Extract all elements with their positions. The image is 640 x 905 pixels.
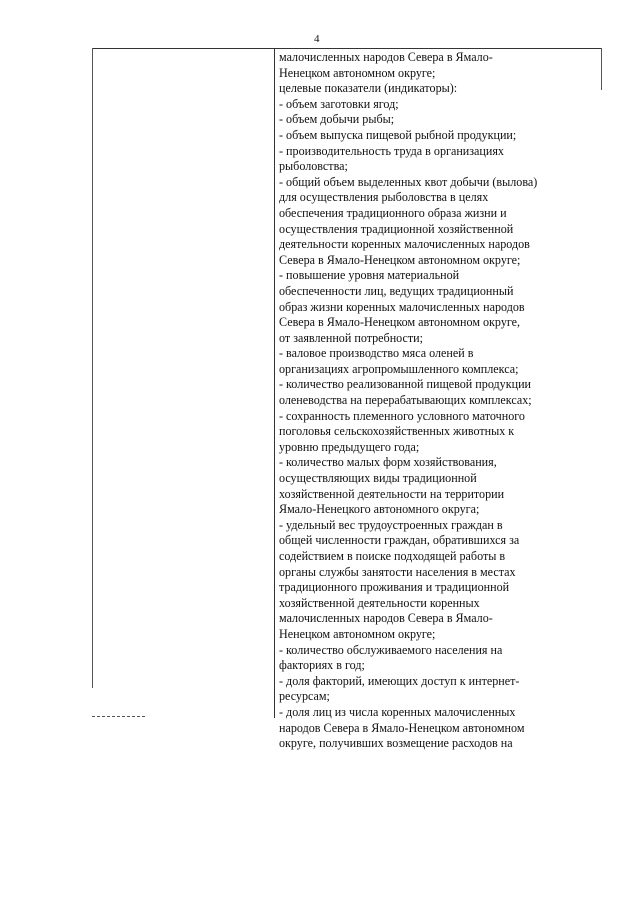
table-left-border <box>92 48 93 688</box>
text-line: Ненецком автономном округе; <box>279 65 436 80</box>
table-top-border <box>92 48 602 49</box>
text-line: округе, получивших возмещение расходов на <box>279 736 513 751</box>
text-line: обеспеченности лиц, ведущих традиционный <box>279 283 514 298</box>
text-line: органы службы занятости населения в местах <box>279 564 516 579</box>
text-line: - доля лиц из числа коренных малочисленных <box>279 704 516 719</box>
table-column-divider <box>274 48 275 718</box>
text-line: - объем добычи рыбы; <box>279 112 395 127</box>
text-line: - объем заготовки ягод; <box>279 96 399 111</box>
text-line: содействием в поиске подходящей работы в <box>279 549 506 563</box>
text-line: - валовое производство мяса оленей в <box>279 346 474 361</box>
text-line: организациях агропромышленного комплекса; <box>279 361 519 376</box>
text-line: для осуществления рыболовства в целях <box>279 190 489 205</box>
text-line: рыболовства; <box>279 159 348 174</box>
text-line: обеспечения традиционного образа жизни и <box>279 205 507 220</box>
text-line: осуществляющих виды традиционной <box>279 471 477 486</box>
text-line: поголовья сельскохозяйственных животных к <box>279 424 515 439</box>
text-line: Севера в Ямало-Ненецком автономном округе, <box>279 315 521 330</box>
text-line: хозяйственной деятельности коренных <box>279 595 480 610</box>
indicators-text-cell <box>279 50 601 752</box>
text-line: - объем выпуска пищевой рыбной продукции; <box>279 127 517 142</box>
text-line: - количество обслуживаемого населения на <box>279 642 503 657</box>
text-line: факториях в год; <box>279 658 365 673</box>
text-line: - количество реализованной пищевой продукции <box>279 377 532 392</box>
text-line: традиционного проживания и традиционной <box>279 580 510 595</box>
text-line: осуществления традиционной хозяйственной <box>279 221 514 236</box>
text-line: уровню предыдущего года; <box>279 439 420 454</box>
text-line: от заявленной потребности; <box>279 330 424 345</box>
table-right-border <box>601 48 602 90</box>
text-line: общей численности граждан, обратившихся за <box>279 533 520 548</box>
text-line: - общий объем выделенных квот добычи (вылова) <box>279 174 538 189</box>
text-line: деятельности коренных малочисленных народов <box>279 237 530 252</box>
text-line: целевые показатели (индикаторы): <box>279 81 458 96</box>
text-line: оленеводства на перерабатывающих комплексах; <box>279 393 532 408</box>
text-line: ресурсам; <box>279 689 330 704</box>
text-line: - производительность труда в организациях <box>279 143 504 158</box>
text-line: Ямало-Ненецкого автономного округа; <box>279 502 480 517</box>
text-line: - повышение уровня материальной <box>279 268 460 283</box>
text-line: малочисленных народов Севера в Ямало- <box>279 611 493 626</box>
text-line: Севера в Ямало-Ненецком автономном округе; <box>279 252 521 267</box>
text-line: хозяйственной деятельности на территории <box>279 486 505 501</box>
text-line: - удельный вес трудоустроенных граждан в <box>279 517 503 532</box>
text-line: - количество малых форм хозяйствования, <box>279 455 497 470</box>
text-line: образ жизни коренных малочисленных народов <box>279 299 525 314</box>
table-bottom-fragment <box>92 716 147 717</box>
text-line: - доля факторий, имеющих доступ к интернет- <box>279 673 520 688</box>
text-line: Ненецком автономном округе; <box>279 626 436 641</box>
page-number: 4 <box>314 33 320 45</box>
text-line: малочисленных народов Севера в Ямало- <box>279 50 493 64</box>
text-line: народов Севера в Ямало-Ненецком автономном <box>279 720 525 735</box>
text-line: - сохранность племенного условного маточного <box>279 408 525 423</box>
